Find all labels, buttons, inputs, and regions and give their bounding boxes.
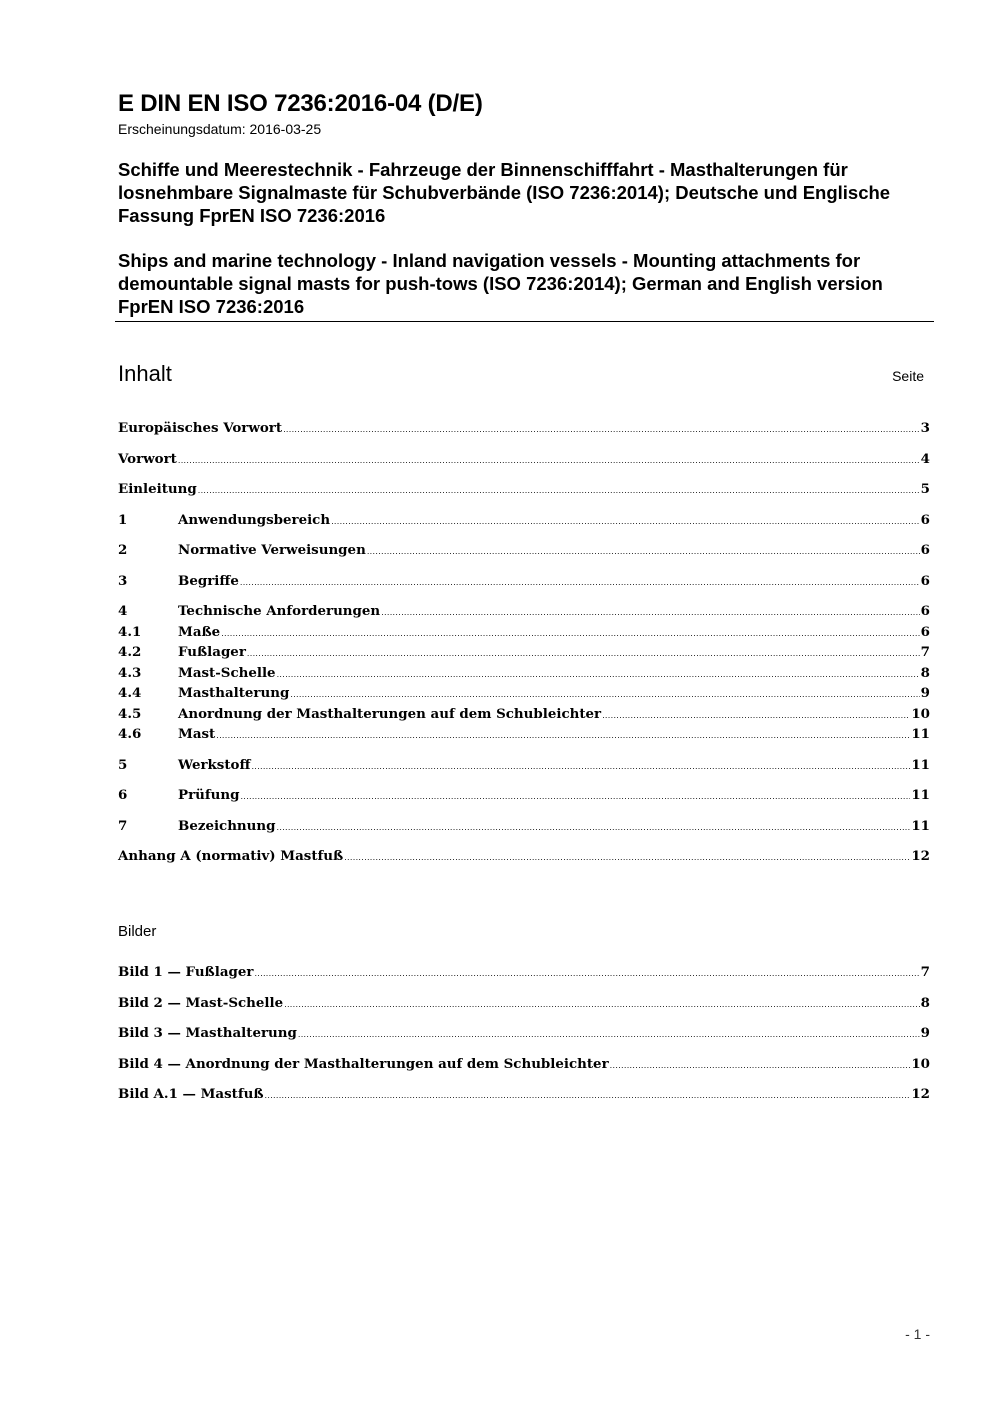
toc-entry-page: 11 [911, 787, 930, 803]
figure-entry-page: 8 [920, 994, 930, 1011]
toc-entry-number: 6 [118, 787, 128, 803]
list-of-figures [118, 962, 930, 1105]
toc-entry-number: 4.1 [118, 623, 142, 640]
figure-entry-label: Bild 4 — Anordnung der Masthalterungen auf dem Schubleichter [118, 1055, 609, 1072]
dot-leader [198, 481, 920, 502]
toc-entry-number: 4.4 [118, 685, 142, 701]
toc-entry-section-3[interactable] [118, 571, 930, 592]
dot-leader [277, 665, 920, 686]
dot-leader [240, 787, 910, 808]
dot-leader [221, 624, 919, 645]
figure-entry-3[interactable] [118, 1023, 930, 1044]
toc-entry-number: 3 [118, 572, 128, 589]
dot-leader [290, 685, 919, 706]
dot-leader [240, 573, 920, 594]
toc-entry-section-7[interactable] [118, 816, 930, 837]
figure-entry-page: 10 [911, 1055, 930, 1072]
toc-entry-number: 4.5 [118, 705, 142, 722]
toc-entry-number: 4.6 [118, 726, 142, 742]
toc-entry-label: Mast-Schelle [178, 664, 276, 681]
dot-leader [602, 706, 910, 727]
toc-entry-vorwort[interactable] [118, 449, 930, 470]
toc-entry-page: 3 [920, 420, 930, 436]
toc-entry-page: 6 [920, 603, 930, 619]
toc-entry-label: Masthalterung [178, 685, 290, 701]
dot-leader [298, 1025, 920, 1046]
toc-entry-section-4-1[interactable] [118, 622, 930, 643]
toc-entry-label: Anwendungsbereich [178, 511, 331, 528]
figure-entry-2[interactable] [118, 993, 930, 1014]
toc-entry-page: 11 [911, 726, 930, 742]
toc-entry-europaeisches-vorwort[interactable] [118, 418, 930, 439]
figure-entry-a1[interactable] [118, 1084, 930, 1105]
figure-entry-label: Bild 1 — Fußlager [118, 964, 254, 980]
toc-entry-number: 1 [118, 511, 128, 528]
title-german: Schiffe und Meerestechnik - Fahrzeuge der Binnenschifffahrt - Masthalterungen für losnehmbare Signalmaste für Schubverbände (ISO 7236:2014); Deutsche und Englische Fassung FprEN ISO 7236:2016 [118, 159, 891, 226]
toc-entry-label: Vorwort [118, 450, 177, 467]
dot-leader [610, 1056, 911, 1077]
header-divider [115, 321, 934, 322]
dot-leader [216, 726, 910, 747]
toc-entry-number: 4.3 [118, 664, 142, 681]
toc-entry-page: 11 [911, 756, 930, 773]
dot-leader [277, 818, 911, 839]
figure-entry-label: Bild A.1 — Mastfuß [118, 1086, 264, 1102]
figures-heading: Bilder [118, 923, 157, 940]
dot-leader [178, 451, 920, 472]
figure-entry-label: Bild 3 — Masthalterung [118, 1025, 297, 1041]
toc-entry-label: Bezeichnung [178, 817, 276, 834]
toc-entry-number: 2 [118, 542, 128, 558]
figure-entry-1[interactable] [118, 962, 930, 983]
document-header [118, 89, 934, 318]
toc-entry-label: Europäisches Vorwort [118, 420, 283, 436]
toc-entry-page: 12 [911, 848, 930, 864]
document-title: E DIN EN ISO 7236:2016-04 (D/E) [118, 90, 483, 117]
toc-entry-label: Mast [178, 726, 216, 742]
toc-entry-number: 7 [118, 817, 128, 834]
toc-entry-label: Normative Verweisungen [178, 542, 366, 558]
toc-entry-annex-a[interactable] [118, 846, 930, 867]
toc-entry-page: 10 [911, 705, 930, 722]
toc-entry-section-5[interactable] [118, 755, 930, 776]
toc-entry-page: 9 [920, 685, 930, 701]
dot-leader [381, 603, 920, 624]
dot-leader [331, 512, 920, 533]
toc-entry-number: 4.2 [118, 644, 142, 660]
publication-date: Erscheinungsdatum: 2016-03-25 [118, 121, 322, 137]
page-number: - 1 - [905, 1326, 930, 1342]
toc-entry-label: Fußlager [178, 644, 246, 660]
title-english: Ships and marine technology - Inland navigation vessels - Mounting attachments for demountable signal masts for push-tows (ISO 7236:2014); German and English version FprEN ISO 7236:2016 [118, 250, 883, 317]
toc-entry-label: Anhang A (normativ) Mastfuß [118, 848, 344, 864]
toc-entry-page: 6 [920, 623, 930, 640]
dot-leader [344, 848, 910, 869]
toc-entry-section-4-2[interactable] [118, 642, 930, 663]
toc-entry-section-1[interactable] [118, 510, 930, 531]
figure-entry-page: 7 [920, 964, 930, 980]
toc-heading: Inhalt [118, 361, 172, 386]
dot-leader [283, 420, 920, 441]
toc-entry-label: Begriffe [178, 572, 239, 589]
toc-entry-label: Werkstoff [178, 756, 251, 773]
toc-entry-section-6[interactable] [118, 785, 930, 806]
toc-entry-page: 6 [920, 511, 930, 528]
toc-entry-page: 8 [920, 664, 930, 681]
toc-entry-section-4-5[interactable] [118, 704, 930, 725]
table-of-contents [118, 418, 930, 867]
dot-leader [367, 542, 920, 563]
toc-entry-page: 7 [920, 644, 930, 660]
toc-entry-label: Prüfung [178, 787, 240, 803]
figure-entry-page: 9 [920, 1025, 930, 1041]
toc-entry-einleitung[interactable] [118, 479, 930, 500]
figure-entry-4[interactable] [118, 1054, 930, 1075]
dot-leader [265, 1086, 911, 1107]
toc-entry-label: Technische Anforderungen [178, 603, 381, 619]
dot-leader [251, 757, 910, 778]
toc-entry-page: 6 [920, 572, 930, 589]
dot-leader [247, 644, 920, 665]
toc-entry-number: 5 [118, 756, 128, 773]
toc-entry-page: 4 [920, 450, 930, 467]
dot-leader [284, 995, 920, 1016]
toc-page-column-label: Seite [892, 368, 924, 384]
toc-entry-page: 6 [920, 542, 930, 558]
toc-entry-label: Maße [178, 623, 221, 640]
figure-entry-label: Bild 2 — Mast-Schelle [118, 994, 284, 1011]
figure-entry-page: 12 [911, 1086, 930, 1102]
toc-entry-section-4[interactable] [118, 601, 930, 622]
toc-entry-number: 4 [118, 603, 128, 619]
toc-entry-label: Anordnung der Masthalterungen auf dem Schubleichter [178, 705, 602, 722]
toc-entry-section-2[interactable] [118, 540, 930, 561]
toc-entry-page: 11 [911, 817, 930, 834]
toc-entry-section-4-4[interactable] [118, 683, 930, 704]
toc-entry-section-4-3[interactable] [118, 663, 930, 684]
toc-entry-page: 5 [920, 481, 930, 497]
dot-leader [254, 964, 919, 985]
toc-entry-section-4-6[interactable] [118, 724, 930, 745]
toc-entry-label: Einleitung [118, 481, 197, 497]
